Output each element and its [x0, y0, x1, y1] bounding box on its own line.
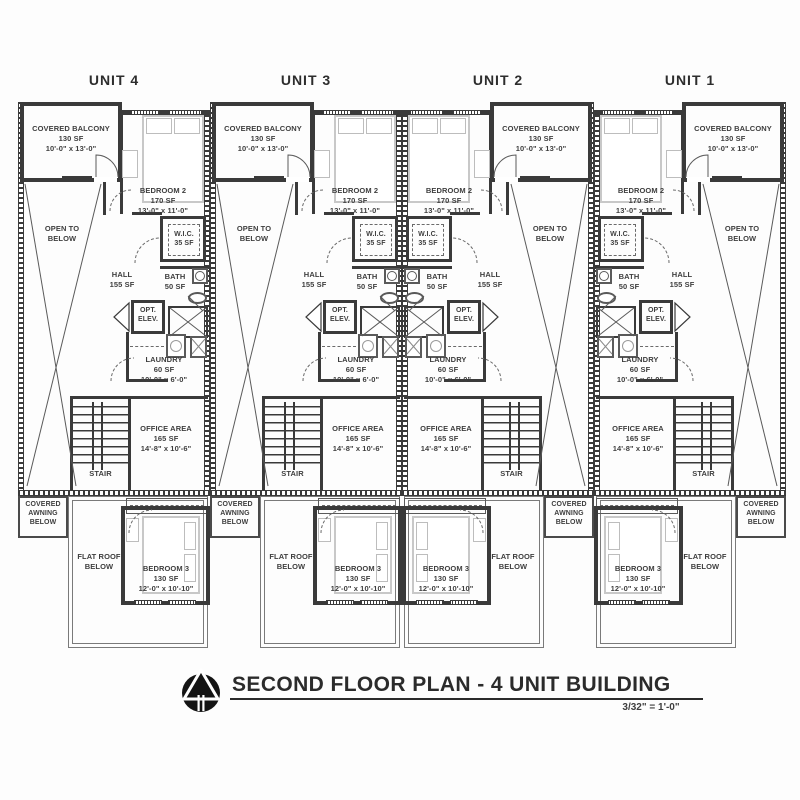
- label-line: LAUNDRY: [429, 355, 467, 364]
- open-to-below-label: [704, 224, 780, 244]
- unit-2-plan: [402, 100, 594, 648]
- open-to-below-label: [24, 224, 100, 244]
- label-line: BELOW: [84, 561, 114, 571]
- label-line: 170 SF: [342, 195, 368, 205]
- label-line: AWNING: [220, 510, 250, 518]
- label-line: ELEV.: [453, 316, 475, 324]
- label-line: 60 SF: [153, 364, 175, 374]
- wic-label: [168, 230, 200, 248]
- label-line: BEDROOM 2: [139, 186, 187, 195]
- label-line: 50 SF: [618, 281, 640, 291]
- bedroom2-label: [416, 186, 482, 215]
- unit-4-plan: [18, 100, 210, 648]
- stair-label: [70, 469, 131, 479]
- bedroom2-label: [322, 186, 388, 215]
- stair-label: [673, 469, 734, 479]
- bedroom3-label: [316, 564, 400, 593]
- plan-scale: 3/32" = 1'-0": [622, 702, 680, 713]
- label-line: 165 SF: [153, 433, 179, 443]
- label-line: 170 SF: [150, 195, 176, 205]
- label-line: W.I.C.: [610, 231, 630, 238]
- label-line: BEDROOM 3: [142, 564, 190, 573]
- label-line: 155 SF: [669, 279, 695, 289]
- opt-elev-label: [325, 306, 355, 324]
- bedroom3-door-arc: [460, 510, 483, 533]
- label-line: HALL: [303, 270, 325, 279]
- label-line: BELOW: [535, 233, 565, 243]
- balcony-door-arc: [96, 155, 118, 177]
- label-line: STAIR: [281, 469, 304, 478]
- wic-door-arc: [135, 238, 160, 263]
- covered-balcony-label: [22, 124, 120, 153]
- opt-elev-label: [133, 306, 163, 324]
- label-line: COVERED: [743, 501, 779, 508]
- label-line: BELOW: [239, 233, 269, 243]
- label-line: OFFICE AREA: [420, 424, 472, 433]
- label-line: 13'-0" x 11'-0": [615, 205, 667, 215]
- label-line: 165 SF: [433, 433, 459, 443]
- covered-awning-label: [211, 500, 259, 527]
- wic-door-arc: [452, 238, 477, 263]
- label-line: OPEN TO: [724, 224, 760, 233]
- label-line: BATH: [356, 272, 378, 281]
- flat-roof-label: [70, 552, 128, 572]
- bedroom3-label: [596, 564, 680, 593]
- label-line: BEDROOM 3: [422, 564, 470, 573]
- label-line: COVERED: [25, 501, 61, 508]
- wic-label: [412, 230, 444, 248]
- label-line: 170 SF: [628, 195, 654, 205]
- covered-balcony-label: [684, 124, 782, 153]
- label-line: AWNING: [746, 510, 776, 518]
- label-line: BELOW: [747, 519, 775, 527]
- label-line: COVERED BALCONY: [694, 124, 772, 133]
- wic-label: [360, 230, 392, 248]
- label-line: 165 SF: [625, 433, 651, 443]
- label-line: BELOW: [221, 519, 249, 527]
- hall-label: [104, 270, 140, 290]
- laundry-label: [318, 355, 394, 384]
- label-line: 14'-8" x 10'-6": [420, 443, 472, 453]
- label-line: 10'-0" x 13'-0": [237, 143, 289, 153]
- covered-awning-label: [737, 500, 785, 527]
- bath-label: [158, 272, 192, 292]
- label-line: 60 SF: [437, 364, 459, 374]
- label-line: OFFICE AREA: [612, 424, 664, 433]
- label-line: 130 SF: [625, 573, 651, 583]
- bath-label: [420, 272, 454, 292]
- unit-1-plan: [594, 100, 786, 648]
- label-line: 14'-8" x 10'-6": [140, 443, 192, 453]
- elevator-door: [114, 303, 129, 331]
- label-line: 35 SF: [418, 240, 438, 248]
- bath-door-leaf: [188, 296, 203, 311]
- label-line: ELEV.: [137, 316, 159, 324]
- covered-balcony-label: [214, 124, 312, 153]
- label-line: 155 SF: [301, 279, 327, 289]
- label-line: 50 SF: [426, 281, 448, 291]
- north-arrow-stem-gap: [198, 695, 200, 711]
- label-line: 13'-0" x 11'-0": [423, 205, 475, 215]
- label-line: STAIR: [500, 469, 523, 478]
- label-line: BEDROOM 2: [425, 186, 473, 195]
- north-arrow-icon: [179, 668, 223, 714]
- bedroom3-door-arc: [129, 510, 152, 533]
- bedroom3-door-arc: [321, 510, 344, 533]
- balcony-door-arc: [288, 155, 310, 177]
- office-area-label: [407, 424, 485, 453]
- wic-door-arc: [327, 238, 352, 263]
- hall-label: [664, 270, 700, 290]
- label-line: LAUNDRY: [337, 355, 375, 364]
- label-line: BELOW: [555, 519, 583, 527]
- label-line: OPEN TO: [532, 224, 568, 233]
- elevator-door: [675, 303, 690, 331]
- label-line: W.I.C.: [418, 231, 438, 238]
- label-line: OFFICE AREA: [140, 424, 192, 433]
- opt-elev-label: [449, 306, 479, 324]
- elevator-door: [483, 303, 498, 331]
- office-area-label: [599, 424, 677, 453]
- label-line: OPT.: [456, 307, 472, 314]
- label-line: 60 SF: [629, 364, 651, 374]
- label-line: HALL: [479, 270, 501, 279]
- laundry-label: [410, 355, 486, 384]
- bath-label: [612, 272, 646, 292]
- label-line: 10'-0" x 6'-0": [332, 374, 380, 384]
- label-line: 14'-8" x 10'-6": [332, 443, 384, 453]
- label-line: BELOW: [276, 561, 306, 571]
- flat-roof-label: [484, 552, 542, 572]
- label-line: COVERED BALCONY: [224, 124, 302, 133]
- laundry-label: [602, 355, 678, 384]
- bedroom2-door-arc: [110, 190, 131, 211]
- open-to-below-label: [216, 224, 292, 244]
- label-line: BELOW: [498, 561, 528, 571]
- label-line: 155 SF: [109, 279, 135, 289]
- flat-roof-label: [262, 552, 320, 572]
- label-line: BEDROOM 2: [331, 186, 379, 195]
- label-line: 130 SF: [58, 133, 84, 143]
- label-line: BEDROOM 3: [334, 564, 382, 573]
- label-line: 130 SF: [528, 133, 554, 143]
- bath-label: [350, 272, 384, 292]
- label-line: 14'-8" x 10'-6": [612, 443, 664, 453]
- bedroom2-door-arc: [302, 190, 323, 211]
- bath-door-leaf: [380, 296, 395, 311]
- label-line: FLAT ROOF: [269, 552, 313, 561]
- label-line: 10'-0" x 13'-0": [515, 143, 567, 153]
- bedroom2-label: [130, 186, 196, 215]
- covered-awning-label: [19, 500, 67, 527]
- label-line: 13'-0" x 11'-0": [137, 205, 189, 215]
- label-line: BATH: [164, 272, 186, 281]
- balcony-door-arc: [494, 155, 516, 177]
- label-line: LAUNDRY: [145, 355, 183, 364]
- label-line: STAIR: [692, 469, 715, 478]
- label-line: 50 SF: [356, 281, 378, 291]
- label-line: 10'-0" x 13'-0": [45, 143, 97, 153]
- label-line: OPT.: [332, 307, 348, 314]
- bedroom2-door-arc: [481, 190, 502, 211]
- label-line: COVERED BALCONY: [502, 124, 580, 133]
- unit-3-header: UNIT 3: [280, 72, 332, 88]
- bedroom3-door-arc: [652, 510, 675, 533]
- label-line: BEDROOM 3: [614, 564, 662, 573]
- unit-1-header: UNIT 1: [664, 72, 716, 88]
- label-line: 13'-0" x 11'-0": [329, 205, 381, 215]
- label-line: 155 SF: [477, 279, 503, 289]
- label-line: 10'-0" x 13'-0": [707, 143, 759, 153]
- label-line: FLAT ROOF: [683, 552, 727, 561]
- label-line: AWNING: [28, 510, 58, 518]
- unit-4-header: UNIT 4: [88, 72, 140, 88]
- label-line: BATH: [618, 272, 640, 281]
- unit-2-header: UNIT 2: [472, 72, 524, 88]
- label-line: OPEN TO: [236, 224, 272, 233]
- covered-awning-label: [545, 500, 593, 527]
- label-line: LAUNDRY: [621, 355, 659, 364]
- bedroom3-label: [124, 564, 208, 593]
- label-line: 130 SF: [345, 573, 371, 583]
- label-line: 12'-0" x 10'-10": [418, 583, 474, 593]
- label-line: 50 SF: [164, 281, 186, 291]
- label-line: COVERED: [217, 501, 253, 508]
- label-line: AWNING: [554, 510, 584, 518]
- label-line: 130 SF: [153, 573, 179, 583]
- bedroom2-label: [608, 186, 674, 215]
- label-line: FLAT ROOF: [491, 552, 535, 561]
- label-line: BELOW: [727, 233, 757, 243]
- label-line: 165 SF: [345, 433, 371, 443]
- label-line: 35 SF: [174, 240, 194, 248]
- office-area-label: [127, 424, 205, 453]
- title-underline: [230, 698, 703, 700]
- label-line: 12'-0" x 10'-10": [330, 583, 386, 593]
- label-line: BATH: [426, 272, 448, 281]
- wic-door-arc: [644, 238, 669, 263]
- label-line: 35 SF: [610, 240, 630, 248]
- balcony-door-arc: [686, 155, 708, 177]
- bath-door-leaf: [409, 296, 424, 311]
- label-line: FLAT ROOF: [77, 552, 121, 561]
- label-line: 35 SF: [366, 240, 386, 248]
- label-line: W.I.C.: [174, 231, 194, 238]
- office-area-label: [319, 424, 397, 453]
- stair-label: [262, 469, 323, 479]
- north-arrow-stem-gap: [202, 695, 204, 711]
- wic-label: [604, 230, 636, 248]
- stair-label: [481, 469, 542, 479]
- label-line: 10'-0" x 6'-0": [140, 374, 188, 384]
- label-line: 60 SF: [345, 364, 367, 374]
- label-line: OPT.: [140, 307, 156, 314]
- open-to-below-label: [512, 224, 588, 244]
- label-line: ELEV.: [329, 316, 351, 324]
- label-line: 130 SF: [433, 573, 459, 583]
- label-line: BELOW: [47, 233, 77, 243]
- label-line: 10'-0" x 6'-0": [424, 374, 472, 384]
- label-line: 170 SF: [436, 195, 462, 205]
- opt-elev-label: [641, 306, 671, 324]
- covered-balcony-label: [492, 124, 590, 153]
- laundry-label: [126, 355, 202, 384]
- label-line: 12'-0" x 10'-10": [610, 583, 666, 593]
- label-line: COVERED: [551, 501, 587, 508]
- unit-3-plan: [210, 100, 402, 648]
- hall-label: [296, 270, 332, 290]
- label-line: OFFICE AREA: [332, 424, 384, 433]
- plan-title: SECOND FLOOR PLAN - 4 UNIT BUILDING: [232, 673, 671, 696]
- label-line: 130 SF: [250, 133, 276, 143]
- label-line: HALL: [111, 270, 133, 279]
- label-line: 130 SF: [720, 133, 746, 143]
- bedroom3-label: [404, 564, 488, 593]
- bath-door-leaf: [601, 296, 616, 311]
- bedroom2-door-arc: [673, 190, 694, 211]
- label-line: HALL: [671, 270, 693, 279]
- label-line: 10'-0" x 6'-0": [616, 374, 664, 384]
- label-line: BEDROOM 2: [617, 186, 665, 195]
- flat-roof-label: [676, 552, 734, 572]
- label-line: OPT.: [648, 307, 664, 314]
- label-line: STAIR: [89, 469, 112, 478]
- label-line: BELOW: [29, 519, 57, 527]
- label-line: ELEV.: [645, 316, 667, 324]
- hall-label: [472, 270, 508, 290]
- label-line: W.I.C.: [366, 231, 386, 238]
- label-line: 12'-0" x 10'-10": [138, 583, 194, 593]
- label-line: OPEN TO: [44, 224, 80, 233]
- label-line: COVERED BALCONY: [32, 124, 110, 133]
- label-line: BELOW: [690, 561, 720, 571]
- elevator-door: [306, 303, 321, 331]
